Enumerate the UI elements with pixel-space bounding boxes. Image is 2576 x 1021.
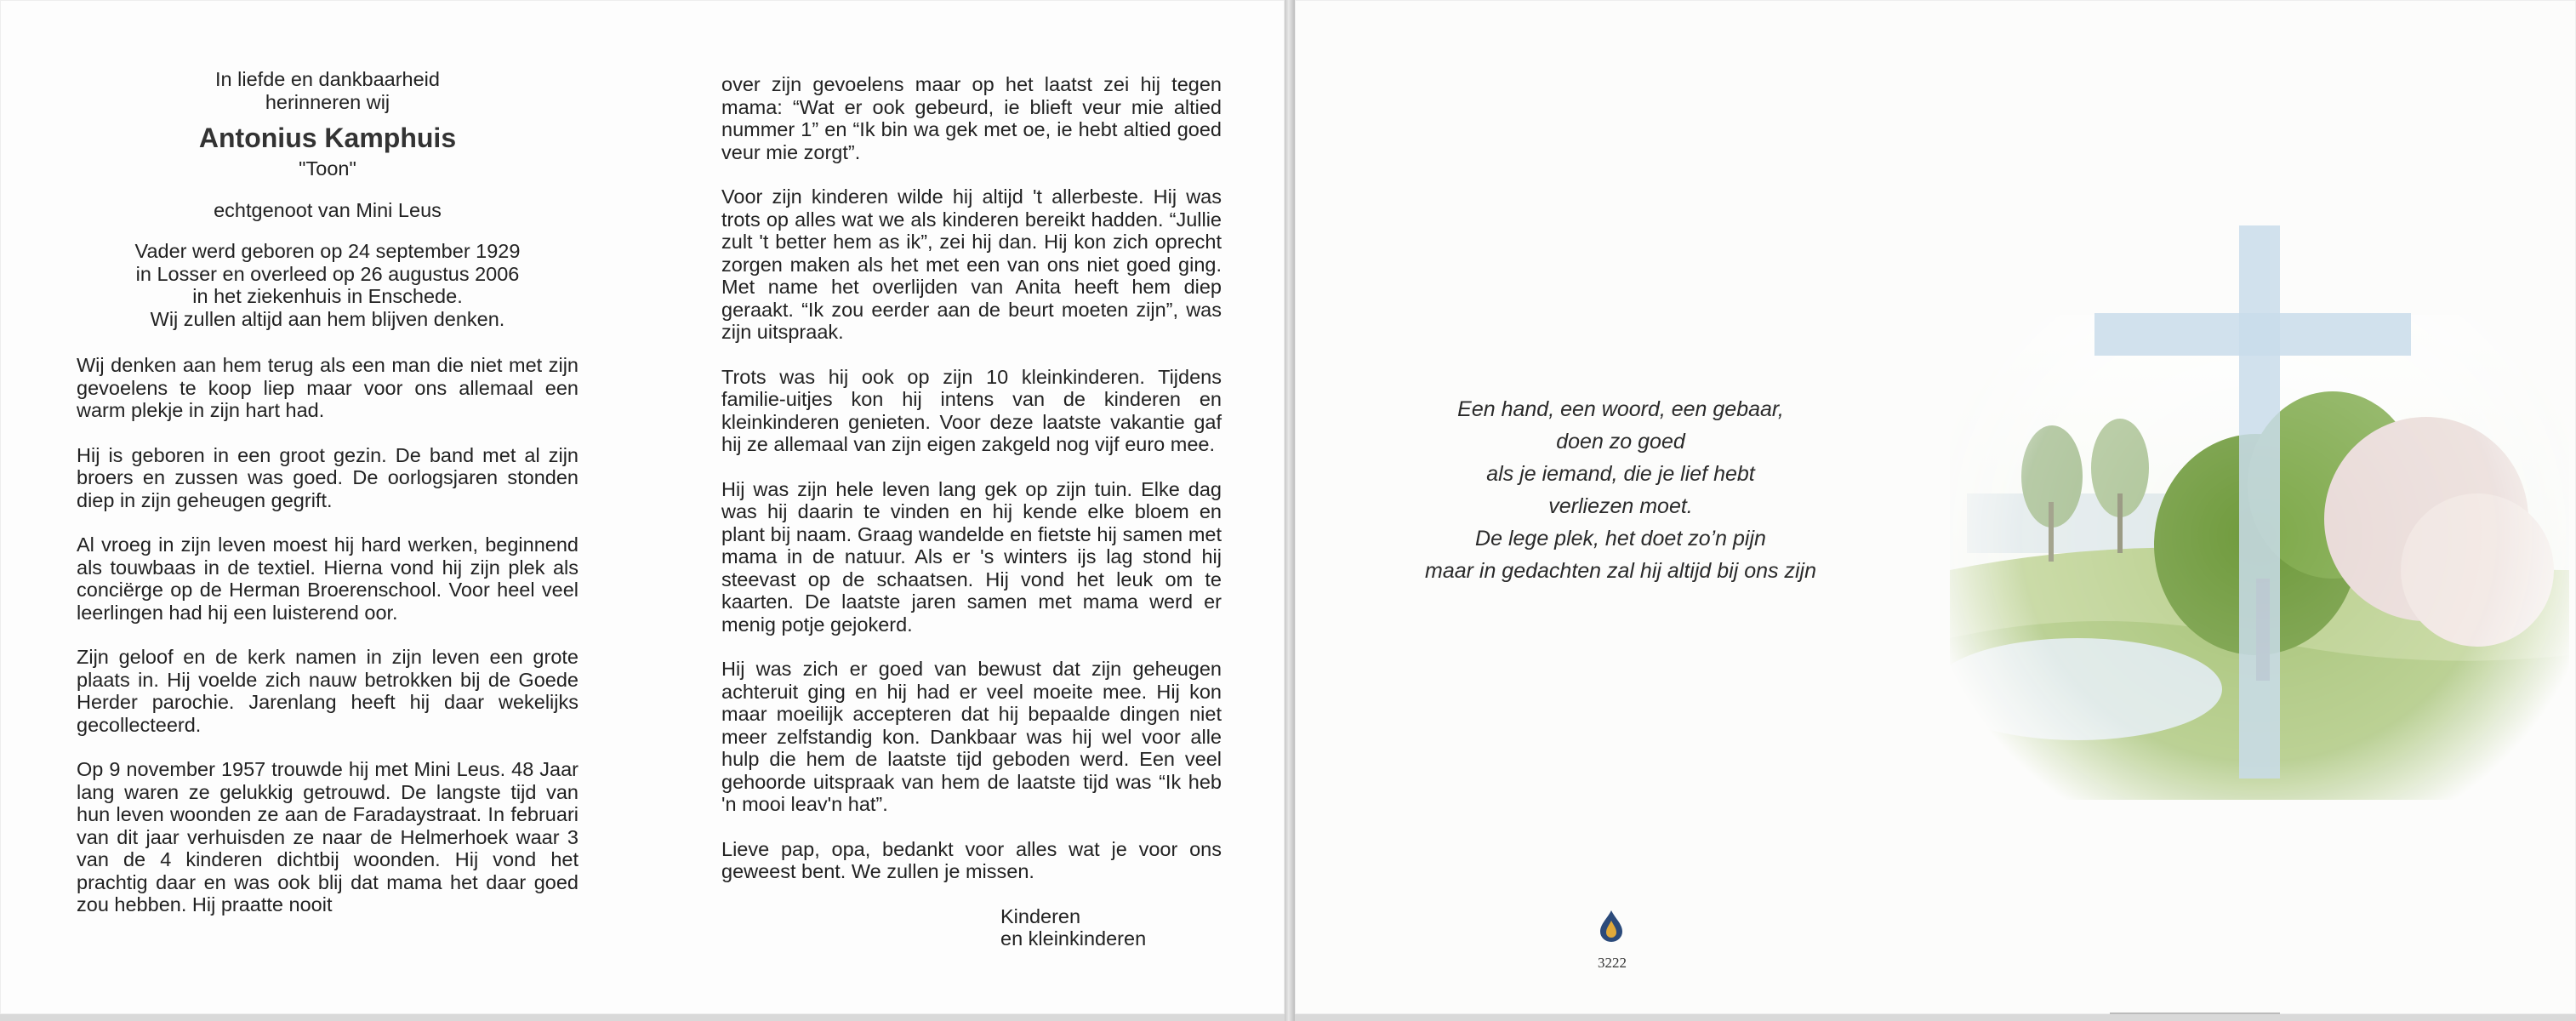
intro-line-2: herinneren wij bbox=[265, 90, 390, 113]
birth-line-2: in Losser en overleed op 26 augustus 2006 bbox=[135, 262, 520, 285]
flame-drop-logo-icon bbox=[1597, 909, 1626, 943]
paragraph: Hij was zijn hele leven lang gek op zijn tuin. Elke dag was hij daarin te vinden en hij kende elke bloem en plant bij naam. Graag wandelde en fietste hij samen met mama in de natuur. Als er 's winters ijs lag stond hij steevast op de schaatsen. Hij vond het leuk om te kaarten. De laatste jaren samen met mama werd er menig potje gejokerd. bbox=[721, 477, 1222, 636]
paragraph: Op 9 november 1957 trouwde hij met Mini Leus. 48 Jaar lang waren ze gelukkig getrouwd. De langste tijd van hun leven woonden ze aan de Faradaystraat. In februari van dit jaar verhuisden ze naar de Helmerhoek waar 3 van de 4 kinderen dichtbij woonden. Hij vond het prachtig daar en was ook blij dat mama het daar goed zou hebben. Hij praatte nooit bbox=[77, 758, 578, 915]
signature-line-2: en kleinkinderen bbox=[1000, 927, 1147, 950]
paragraph: Hij is geboren in een groot gezin. De band met al zijn broers en zussen was goed. De oorlogsjaren stonden diep in zijn geheugen gegrift. bbox=[77, 443, 578, 511]
paragraph: Al vroeg in zijn leven moest hij hard werken, beginnend als touwbaas in de textiel. Hierna vond hij zijn plek als conciërge op de Herman Broerenschool. Voor heel veel leerlingen had hij een luisterend oor. bbox=[77, 533, 578, 624]
poem-line: als je iemand, die je lief hebt bbox=[1486, 462, 1755, 486]
poem-line: Een hand, een woord, een gebaar, bbox=[1457, 397, 1784, 421]
poem-line: doen zo goed bbox=[1556, 430, 1685, 453]
cross-landscape-image bbox=[1950, 213, 2569, 800]
deceased-name: Antonius Kamphuis bbox=[198, 123, 457, 153]
paragraph: Wij denken aan hem terug als een man die niet met zijn gevoelens te koop liep maar voor ons allemaal een warm plekje in zijn hart had. bbox=[77, 354, 578, 421]
card-number: 3222 bbox=[1598, 955, 1627, 971]
paragraph: Hij was zich er goed van bewust dat zijn geheugen achteruit ging en hij had er veel moeite mee. Hij kon maar moeilijk accepteren dat hij bepaalde dingen niet meer zelfstandig kon. Dankbaar was hij wel voor alle hulp die hem de laatste tijd geboden werd. Een veel gehoorde uitspraak van hem de laatste tijd was “Ik heb 'n mooi leav'n hat”. bbox=[721, 658, 1222, 815]
poem bbox=[1361, 393, 1880, 587]
text-column-right bbox=[721, 73, 1222, 950]
signature-line-1: Kinderen bbox=[1000, 904, 1081, 927]
intro-line-1: In liefde en dankbaarheid bbox=[215, 68, 440, 90]
paragraph: over zijn gevoelens maar op het laatst zei hij tegen mama: “Wat er ook gebeurd, ie blieft veur mie altied nummer 1” en “Ik bin wa gek met oe, ie hebt altied goed veur mie zorgt”. bbox=[721, 73, 1222, 163]
divider bbox=[2110, 1012, 2280, 1014]
paragraph: Voor zijn kinderen wilde hij altijd 't allerbeste. Hij was trots op alles wat we als kinderen bereikt hadden. “Jullie zult 't better hem as ik”, zei hij dan. Hij kon zich oprecht zorgen maken als het met een van ons niet goed ging. Met name het overlijden van Anita heeft hem diep geraakt. “Ik zou eerder aan de beurt moeten zijn”, was zijn uitspraak. bbox=[721, 185, 1222, 343]
card-fold bbox=[1285, 0, 1295, 1021]
birth-line-3: in het ziekenhuis in Enschede. bbox=[192, 285, 463, 307]
card-left-page bbox=[0, 0, 1285, 1014]
nickname: "Toon" bbox=[299, 157, 356, 180]
birth-line-4: Wij zullen altijd aan hem blijven denken. bbox=[150, 307, 505, 330]
poem-line: De lege plek, het doet zo’n pijn bbox=[1475, 527, 1766, 550]
paragraph: Zijn geloof en de kerk namen in zijn leven een grote plaats in. Hij voelde zich nauw betrokken bij de Goede Herder parochie. Jarenlang heeft hij daar wekelijks gecollecteerd. bbox=[77, 646, 578, 736]
birth-line-1: Vader werd geboren op 24 september 1929 bbox=[134, 240, 521, 262]
poem-line: maar in gedachten zal hij altijd bij ons zijn bbox=[1425, 559, 1816, 583]
text-column-left bbox=[77, 68, 578, 916]
poem-line: verliezen moet. bbox=[1548, 494, 1693, 518]
paragraph: Trots was hij ook op zijn 10 kleinkinderen. Tijdens familie-uitjes kon hij intens van de kinderen en kleinkinderen genieten. Voor deze laatste vakantie gaf hij ze allemaal van zijn eigen zakgeld nog vijf euro mee. bbox=[721, 365, 1222, 455]
paragraph: Lieve pap, opa, bedankt voor alles wat je voor ons geweest bent. We zullen je missen. bbox=[721, 837, 1222, 882]
spouse-line: echtgenoot van Mini Leus bbox=[214, 198, 442, 221]
